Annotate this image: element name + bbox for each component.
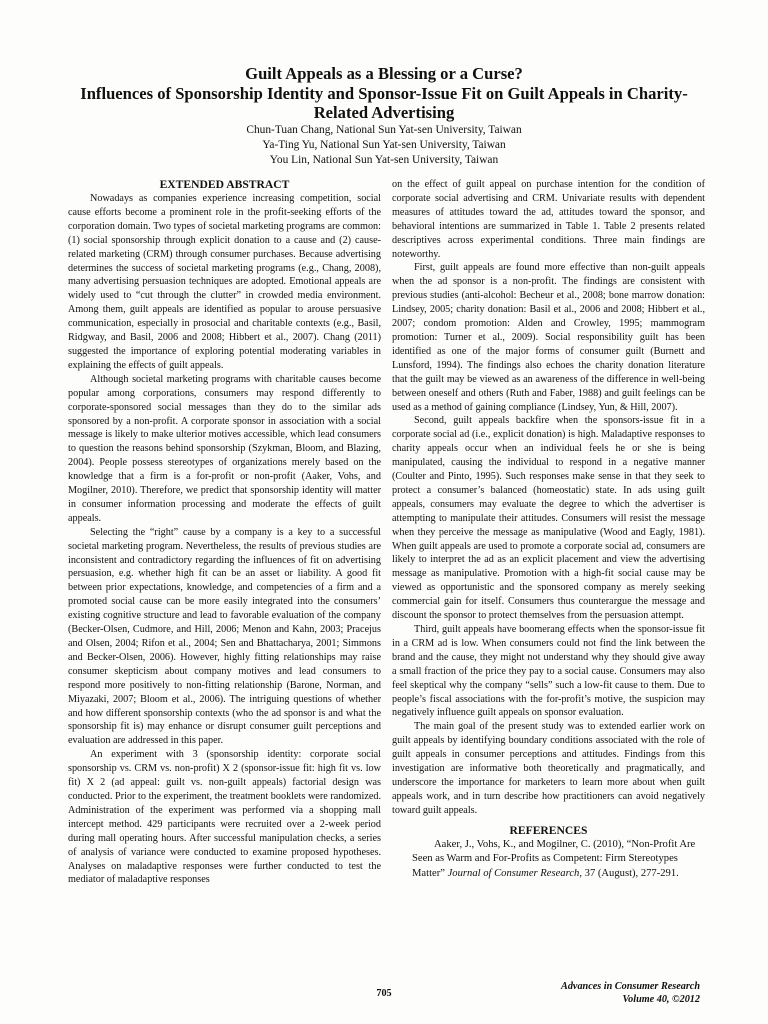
body-paragraph: Second, guilt appeals backfire when the sponsors-issue fit in a corporate social ad (i.e., explicit donation) is high. Maladaptive responses to charity appeals occur when an individual feels he or she is being manipulated, causing the individual to respond in a negative manner (Coulter and Pinto, 1995). Such responses make sense in that they seek to protect a consumer’s balanced (homeostatic) state. In ads using guilt appeals, consumers may evaluate the degree to which the advertiser is attempting to manipulate their attitudes. Consumers will resist the message when they perceive the message as manipulative (Wood and Eagly, 1981). When guilt appeals are used to promote a corporate social ad, consumers are likely to interpret the ad as an explicit placement and view the advertising message as manipulative. Promotion with a high-fit social cause may be viewed as opportunistic and the sponsored company as merely seeking commercial gain for itself. Consumers thus counterargue the message and discount the sponsor to protect themselves from the persuasion attempt. [392, 415, 705, 622]
paper-title-line-1: Guilt Appeals as a Blessing or a Curse? [245, 64, 523, 83]
journal-name: Advances in Consumer Research [561, 981, 700, 992]
body-paragraph: Nowadays as companies experience increasing competition, social cause efforts become a prominent role in the profit-seeking efforts of the corporation domain. Two types of societal marketing programs are common: (1) social sponsorship through explicit donation to a cause and (2) cause-related marketing (CRM) through consumer purchases. Because advertising determines the success of societal marketing programs (e.g., Chang, 2008), many advertising persuasion techniques are adopted. Emotional appeals are widely used to “cut through the clutter” in crowded media environment. Among them, guilt appeals are identified as popular to arouse persuasive communication, especially in prosocial and charitable contexts (e.g., Basil, Ridgway, and Basil, 2006 and 2008; Hibbert et al., 2007). Chang (2011) suggested the importance of exploring potential moderating variables in explaining the effects of guilt appeals. [68, 193, 381, 371]
reference-entry [392, 838, 705, 881]
body-paragraph: The main goal of the present study was to extended earlier work on guilt appeals by identifying boundary conditions associated with the role of guilt appeals in consumer perceptions and attitudes. Findings from this investigation are informative both theoretically and pragmatically, and underscore the importance for marketers to learn more about when guilt appeals work, and in turn describe how practitioners can avoid negatively toward guilt appeals. [392, 721, 705, 816]
journal-volume: Volume 40, ©2012 [622, 994, 700, 1005]
reference-details: 37 (August), 277-291. [584, 867, 679, 879]
author-line: Ya-Ting Yu, National Sun Yat-sen University, Taiwan [262, 138, 506, 151]
body-paragraph: First, guilt appeals are found more effective than non-guilt appeals when the ad sponsor is a non-profit. The findings are consistent with previous studies (anti-alcohol: Becheur et al., 2008; bone marrow donation: Lindsey, 2005; charity donation: Basil et al., 2006 and 2008; Hibbert et al., 2007; condom promotion: Alden and Crowley, 1995; mammogram promotion: Turner et al., 2009). Social responsibility guilt has been identified as one of the major forms of consumer guilt (Burnett and Lunsford, 1994). The findings also echoes the charity donation literature that the guilt may be viewed as an awareness of the difference in well-being between oneself and others (Ruth and Faber, 1988) and guilt feelings can be used as a method of gaining compliance (Lindsey, Yun, & Hill, 2007). [392, 262, 705, 413]
reference-authors-title: Aaker, J., Vohs, K., and Mogilner, C. (2010), “Non-Profit Are Seen as Warm and For-Profits as Competent: Firm Stereotypes Matter” [412, 838, 696, 879]
body-paragraph: An experiment with 3 (sponsorship identity: corporate social sponsorship vs. CRM vs. non-profit) X 2 (sponsor-issue fit: high fit vs. low fit) X 2 (ad appeal: guilt vs. non-guilt appeals) factorial design was conducted. Prior to the experiment, the treatment booklets were randomized. Administration of the experiment was performed via a shopping mall intercept method. 429 participants were recruited over a 2-week period during mall operating hours. After successful manipulation checks, a series of analysis of variance were conducted to examine proposed hypotheses. Analyses on maladaptive responses were further conducted to test the mediator of maladaptive responses [68, 749, 381, 886]
reference-journal: Journal of Consumer Research, [447, 867, 582, 879]
paper-title-line-3: Related Advertising [313, 103, 455, 122]
journal-footer [561, 980, 700, 1006]
body-paragraph: on the effect of guilt appeal on purchase intention for the condition of corporate social advertising and CRM. Univariate results with dependent measures of attitudes toward the ad, attitudes toward the sponsor, and behavioral intentions are summarized in Table 1. Table 2 presents related descriptives across experimental conditions. Three main findings are noteworthy. [392, 179, 705, 260]
left-column [68, 178, 381, 887]
extended-abstract-heading: EXTENDED ABSTRACT [159, 178, 290, 191]
body-paragraph: Selecting the “right” cause by a company is a key to a successful societal marketing program. Nevertheless, the results of previous studies are inconsistent and contradictory regarding the influences of fit on advertising persuasion, e.g. whether high fit can be an asset or liability. A good fit between prior expectations, knowledge, and competencies of a firm and a promoted social cause can be more easily integrated into the consumers’ existing cognitive structure and lead to favorable evaluation of the company (Becker-Olsen, Cudmore, and Hill, 2006; Menon and Kahn, 2003; Pracejus and Olsen, 2004; Rifon et al., 2004; Sen and Bhattacharya, 2001; Simmons and Becker-Olsen, 2006). However, highly fitting relationships may raise consumer skepticism about company motives and lead consumers to respond more positively to non-fitting relationship (Barone, Norman, and Miyazaki, 2007; Bloom et al., 2006). The intriguing questions of whether and how different sponsorship contexts (who the ad sponsor is and what the sponsorship fit is) may enhance or disrupt consumer guilt perceptions and evaluation are addressed in this paper. [68, 526, 381, 747]
author-line: Chun-Tuan Chang, National Sun Yat-sen University, Taiwan [246, 123, 522, 136]
body-paragraph: Although societal marketing programs with charitable causes become popular among corporations, consumers may respond differently to corporate-sponsored social messages than they do to the similar ads sponsored by a non-profit. A corporate sponsor in association with a social message is likely to make ulterior motives accessible, which lead consumers to question the reasons behind sponsorship (Szykman, Bloom, and Blazing, 2004). People possess stereotypes of organizations merely based on the knowledge that a firm is a for-profit or non-profit (Aaker, Vohs, and Mogilner, 2010). Therefore, we predict that sponsorship identity will matter in consumer information processing and moderate the effects of guilt appeals. [68, 373, 381, 524]
page-number: 705 [376, 988, 392, 999]
author-line: You Lin, National Sun Yat-sen University, Taiwan [269, 154, 499, 167]
paper-header [40, 64, 728, 169]
references-heading: REFERENCES [509, 823, 588, 837]
body-paragraph: Third, guilt appeals have boomerang effects when the sponsor-issue fit in a CRM ad is low. When consumers could not find the link between the brand and the cause, they might not understand why they should give away a small fraction of the price they pay to a social cause. Consumers may also feel skeptical why the company “sells” such a low-fit cause to them. Due to people’s fiscal associations with the for-profit’s motive, the suspicion may negatively influence guilt appeals on sponsor evaluation. [392, 624, 705, 719]
right-column [392, 178, 705, 881]
paper-title-line-2: Influences of Sponsorship Identity and Sponsor-Issue Fit on Guilt Appeals in Charity- [80, 83, 688, 103]
